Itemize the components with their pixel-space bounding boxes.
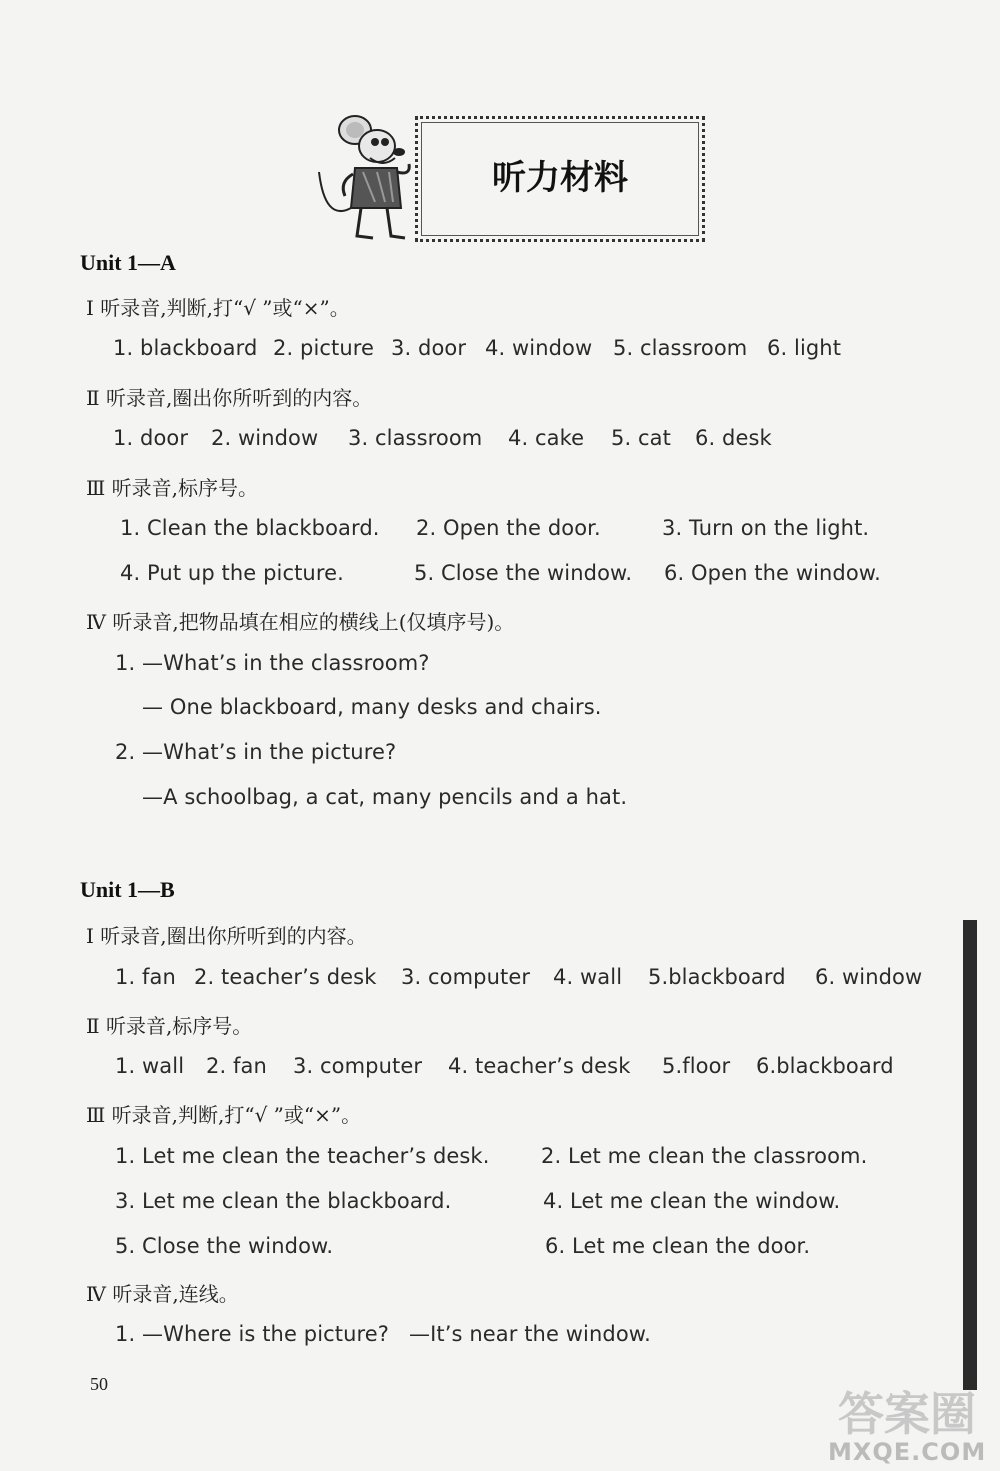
unit-1a-section-1-instruction: Ⅰ 听录音,判断,打“√ ”或“×”。: [86, 296, 350, 320]
dialogue-line: 2. —What’s in the picture?: [115, 740, 397, 764]
list-item: 6. light: [767, 336, 842, 360]
watermark-logo: 答案圈: [838, 1387, 976, 1441]
list-item: 1. Let me clean the teacher’s desk.: [115, 1144, 490, 1168]
list-item: 3. computer: [293, 1054, 423, 1078]
dialogue-line: 1. —Where is the picture?: [115, 1322, 390, 1346]
list-item: 4. Put up the picture.: [120, 561, 344, 585]
watermark-url: MXQE.COM: [828, 1438, 987, 1466]
page-title: 听力材料: [492, 158, 628, 198]
list-item: 2. window: [211, 426, 319, 450]
list-item: 4. window: [485, 336, 593, 360]
list-item: 2. Open the door.: [416, 516, 601, 540]
dialogue-line: —It’s near the window.: [409, 1322, 651, 1346]
list-item: 5. classroom: [613, 336, 748, 360]
list-item: 5. Close the window.: [414, 561, 633, 585]
unit-1b-heading: Unit 1—B: [80, 877, 175, 902]
list-item: 4. Let me clean the window.: [543, 1189, 841, 1213]
list-item: 6.blackboard: [756, 1054, 894, 1078]
list-item: 1. Clean the blackboard.: [120, 516, 380, 540]
scan-edge-shadow: [963, 920, 977, 1390]
list-item: 1. fan: [115, 965, 176, 989]
list-item: 3. Turn on the light.: [662, 516, 870, 540]
mouse-mascot-illustration: [315, 112, 415, 247]
unit-1a-heading: Unit 1—A: [80, 250, 176, 275]
unit-1b-section-1-instruction: Ⅰ 听录音,圈出你所听到的内容。: [86, 924, 367, 948]
unit-1b-section-4-instruction: Ⅳ 听录音,连线。: [86, 1282, 239, 1306]
list-item: 6. window: [815, 965, 923, 989]
unit-1a-section-2-instruction: Ⅱ 听录音,圈出你所听到的内容。: [86, 386, 373, 410]
list-item: 4. wall: [553, 965, 623, 989]
list-item: 4. teacher’s desk: [448, 1054, 631, 1078]
list-item: 3. computer: [401, 965, 531, 989]
list-item: 5.blackboard: [648, 965, 786, 989]
list-item: 1. wall: [115, 1054, 185, 1078]
list-item: 4. cake: [508, 426, 585, 450]
list-item: 2. picture: [273, 336, 375, 360]
unit-1a-section-4-instruction: Ⅳ 听录音,把物品填在相应的横线上(仅填序号)。: [86, 610, 515, 634]
list-item: 3. Let me clean the blackboard.: [115, 1189, 452, 1213]
list-item: 6. Let me clean the door.: [545, 1234, 811, 1258]
list-item: 3. door: [391, 336, 467, 360]
dialogue-line: — One blackboard, many desks and chairs.: [142, 695, 602, 719]
list-item: 1. blackboard: [113, 336, 258, 360]
page-number: 50: [90, 1374, 108, 1394]
list-item: 2. fan: [206, 1054, 267, 1078]
list-item: 5.floor: [662, 1054, 731, 1078]
dialogue-line: 1. —What’s in the classroom?: [115, 651, 430, 675]
unit-1a-section-3-instruction: Ⅲ 听录音,标序号。: [86, 476, 259, 500]
list-item: 1. door: [113, 426, 189, 450]
list-item: 3. classroom: [348, 426, 483, 450]
dialogue-line: —A schoolbag, a cat, many pencils and a hat.: [142, 785, 628, 809]
list-item: 6. Open the window.: [664, 561, 881, 585]
unit-1b-section-3-instruction: Ⅲ 听录音,判断,打“√ ”或“×”。: [86, 1103, 362, 1127]
list-item: 6. desk: [695, 426, 772, 450]
list-item: 5. cat: [611, 426, 671, 450]
list-item: 2. Let me clean the classroom.: [541, 1144, 868, 1168]
list-item: 5. Close the window.: [115, 1234, 334, 1258]
list-item: 2. teacher’s desk: [194, 965, 377, 989]
unit-1b-section-2-instruction: Ⅱ 听录音,标序号。: [86, 1014, 253, 1038]
